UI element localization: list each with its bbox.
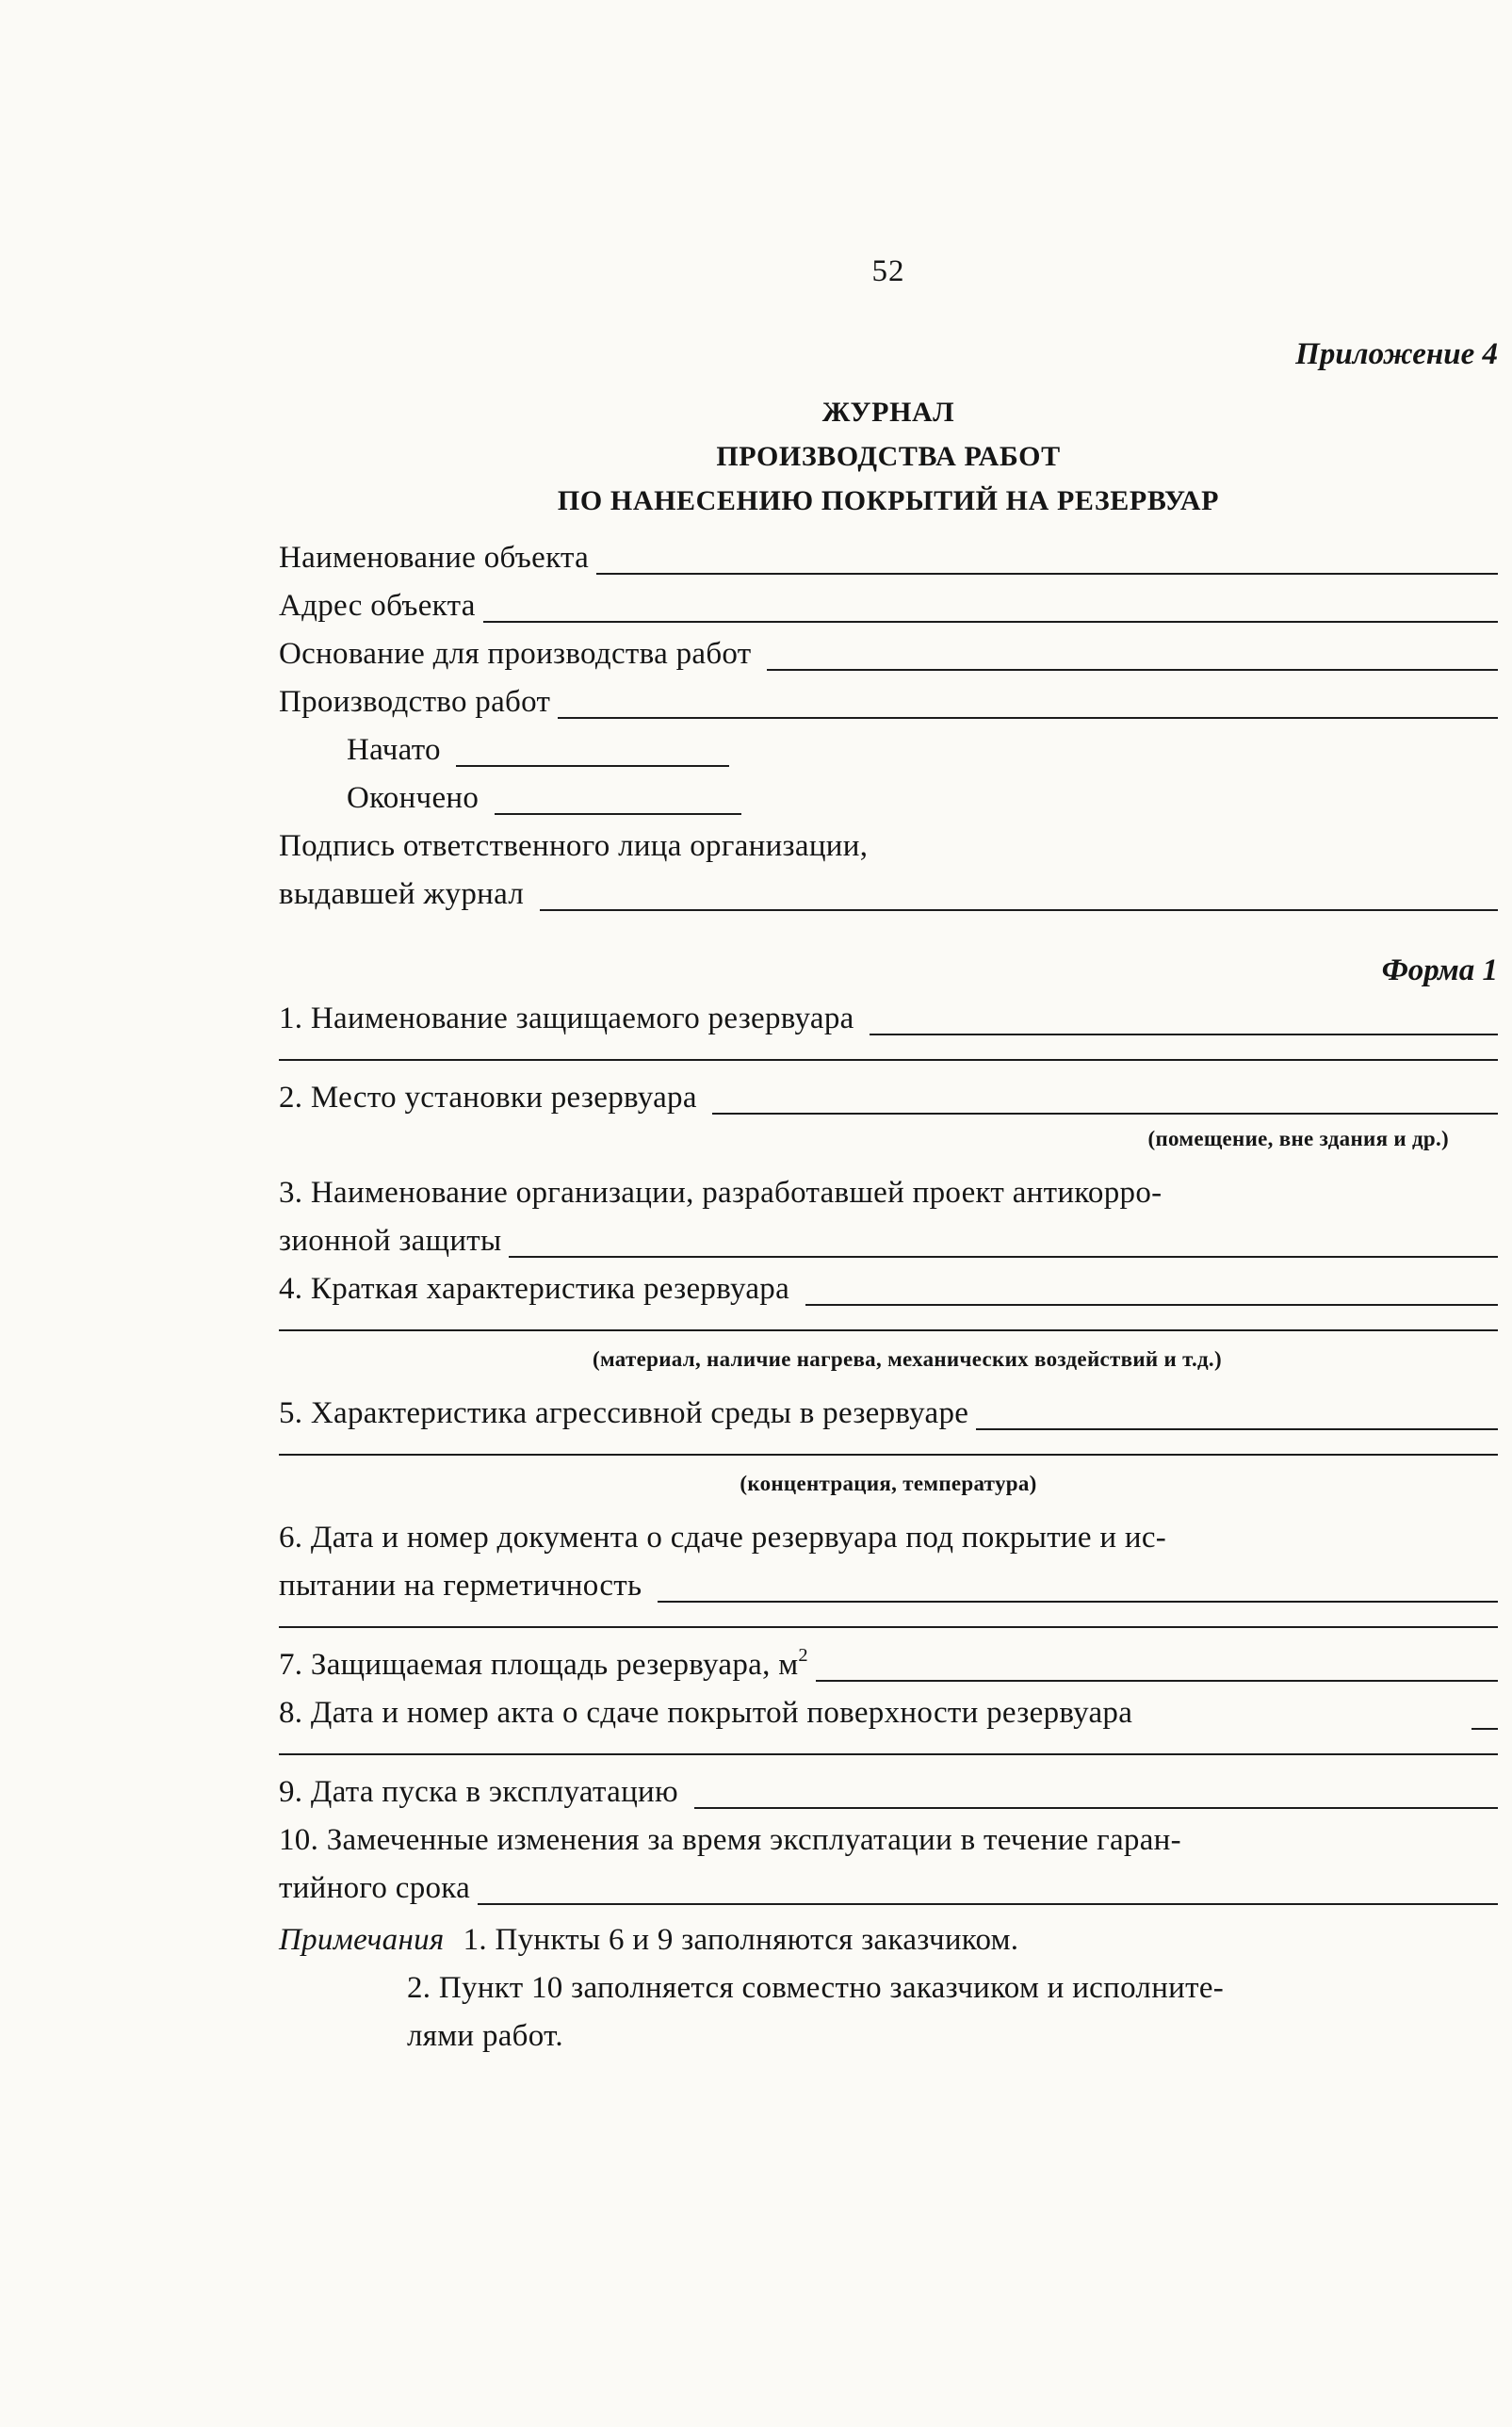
item-3-label-line1: 3. Наименование организации, разработавшей проект антикорро- — [279, 1176, 1162, 1210]
item-10 — [279, 1865, 1498, 1913]
field-finished — [347, 774, 1498, 823]
item-2-caption: (помещение, вне здания и др.) — [1147, 1127, 1449, 1150]
fill-line — [712, 1112, 1498, 1115]
item-9-label: 9. Дата пуска в эксплуатацию — [279, 1775, 687, 1809]
fill-line — [870, 1033, 1498, 1035]
fill-line — [478, 1902, 1498, 1905]
fill-line — [456, 764, 729, 767]
fill-line — [540, 908, 1498, 911]
item-10-label-line1: 10. Замеченные изменения за время эксплуатации в течение гаран- — [279, 1823, 1181, 1857]
page-content — [279, 252, 1498, 2061]
fill-line — [767, 668, 1498, 671]
item-7-superscript: 2 — [798, 1645, 808, 1666]
item-8-continuation-line — [279, 1752, 1498, 1763]
fill-line — [483, 620, 1498, 623]
page-number: 52 — [871, 254, 905, 288]
doc-title — [279, 390, 1498, 523]
fill-line — [694, 1806, 1499, 1809]
appendix-label: Приложение 4 — [1295, 337, 1498, 371]
item-1-label: 1. Наименование защищаемого резервуара — [279, 1002, 863, 1035]
fill-line — [816, 1679, 1498, 1682]
fill-line — [805, 1303, 1498, 1306]
fill-line — [495, 812, 741, 815]
fill-line — [279, 1752, 1498, 1755]
item-7 — [279, 1641, 1498, 1689]
fill-line — [279, 1625, 1498, 1628]
item-5-label: 5. Характеристика агрессивной среды в резервуаре — [279, 1396, 969, 1430]
item-4-caption: (материал, наличие нагрева, механических воздействий и т.д.) — [593, 1347, 1222, 1371]
item-1 — [279, 995, 1498, 1043]
item-6-label-line2: пытании на герметичность — [279, 1569, 650, 1603]
item-6-label-line1: 6. Дата и номер документа о сдаче резервуара под покрытие и ис- — [279, 1521, 1167, 1555]
item-8-label: 8. Дата и номер акта о сдаче покрытой поверхности резервуара — [279, 1696, 1133, 1730]
item-1-continuation-line — [279, 1058, 1498, 1068]
item-7-label-text: 7. Защищаемая площадь резервуара, м — [279, 1648, 799, 1682]
field-work-production — [279, 678, 1498, 726]
field-work-basis-label: Основание для производства работ — [279, 637, 760, 671]
item-5-caption: (концентрация, температура) — [740, 1472, 1037, 1495]
item-9 — [279, 1768, 1498, 1816]
note-1-text: 1. Пункты 6 и 9 заполняются заказчиком. — [463, 1923, 1019, 1957]
item-10-label-line2: тийного срока — [279, 1871, 471, 1905]
doc-title-line3: ПО НАНЕСЕНИЮ ПОКРЫТИЙ НА РЕЗЕРВУАР — [557, 485, 1220, 516]
field-journal-issuer — [279, 871, 1498, 919]
item-6 — [279, 1562, 1498, 1610]
note-2-line1: 2. Пункт 10 заполняется совместно заказчиком и исполните- — [407, 1971, 1225, 2005]
item-7-label — [279, 1641, 808, 1689]
doc-title-line2: ПРОИЗВОДСТВА РАБОТ — [716, 441, 1061, 472]
item-3-label-line2: зионной защиты — [279, 1224, 502, 1258]
item-2-label: 2. Место установки резервуара — [279, 1081, 706, 1115]
item-5-continuation-line — [279, 1453, 1498, 1463]
signature-note-line1: Подпись ответственного лица организации, — [279, 829, 869, 863]
field-started-label: Начато — [347, 733, 449, 767]
fill-line — [1471, 1727, 1498, 1730]
fill-line — [279, 1058, 1498, 1061]
item-5 — [279, 1390, 1498, 1438]
item-4-continuation-line — [279, 1328, 1498, 1339]
fill-line — [558, 716, 1498, 719]
field-finished-label: Окончено — [347, 781, 487, 815]
field-object-name-label: Наименование объекта — [279, 541, 590, 575]
item-4-label: 4. Краткая характеристика резервуара — [279, 1272, 798, 1306]
item-2 — [279, 1074, 1498, 1122]
item-6-continuation-line — [279, 1625, 1498, 1636]
field-work-production-label: Производство работ — [279, 685, 551, 719]
fill-line — [279, 1453, 1498, 1456]
fill-line — [279, 1328, 1498, 1331]
note-2-line2: лями работ. — [407, 2019, 563, 2053]
doc-title-line1: ЖУРНАЛ — [821, 397, 955, 428]
field-journal-issuer-label: выдавшей журнал — [279, 877, 532, 911]
field-work-basis — [279, 630, 1498, 678]
form-label: Форма 1 — [1381, 953, 1498, 987]
notes-heading: Примечания — [279, 1923, 445, 1957]
field-object-name — [279, 534, 1498, 582]
field-object-address-label: Адрес объекта — [279, 589, 476, 623]
item-3 — [279, 1217, 1498, 1265]
field-started — [347, 726, 1498, 774]
fill-line — [976, 1427, 1498, 1430]
fill-line — [509, 1255, 1498, 1258]
item-4 — [279, 1265, 1498, 1313]
item-8 — [279, 1689, 1498, 1737]
fill-line — [596, 572, 1498, 575]
note-1 — [279, 1916, 1498, 1964]
fill-line — [658, 1600, 1498, 1603]
notes-section — [279, 1916, 1498, 2061]
field-object-address — [279, 582, 1498, 630]
